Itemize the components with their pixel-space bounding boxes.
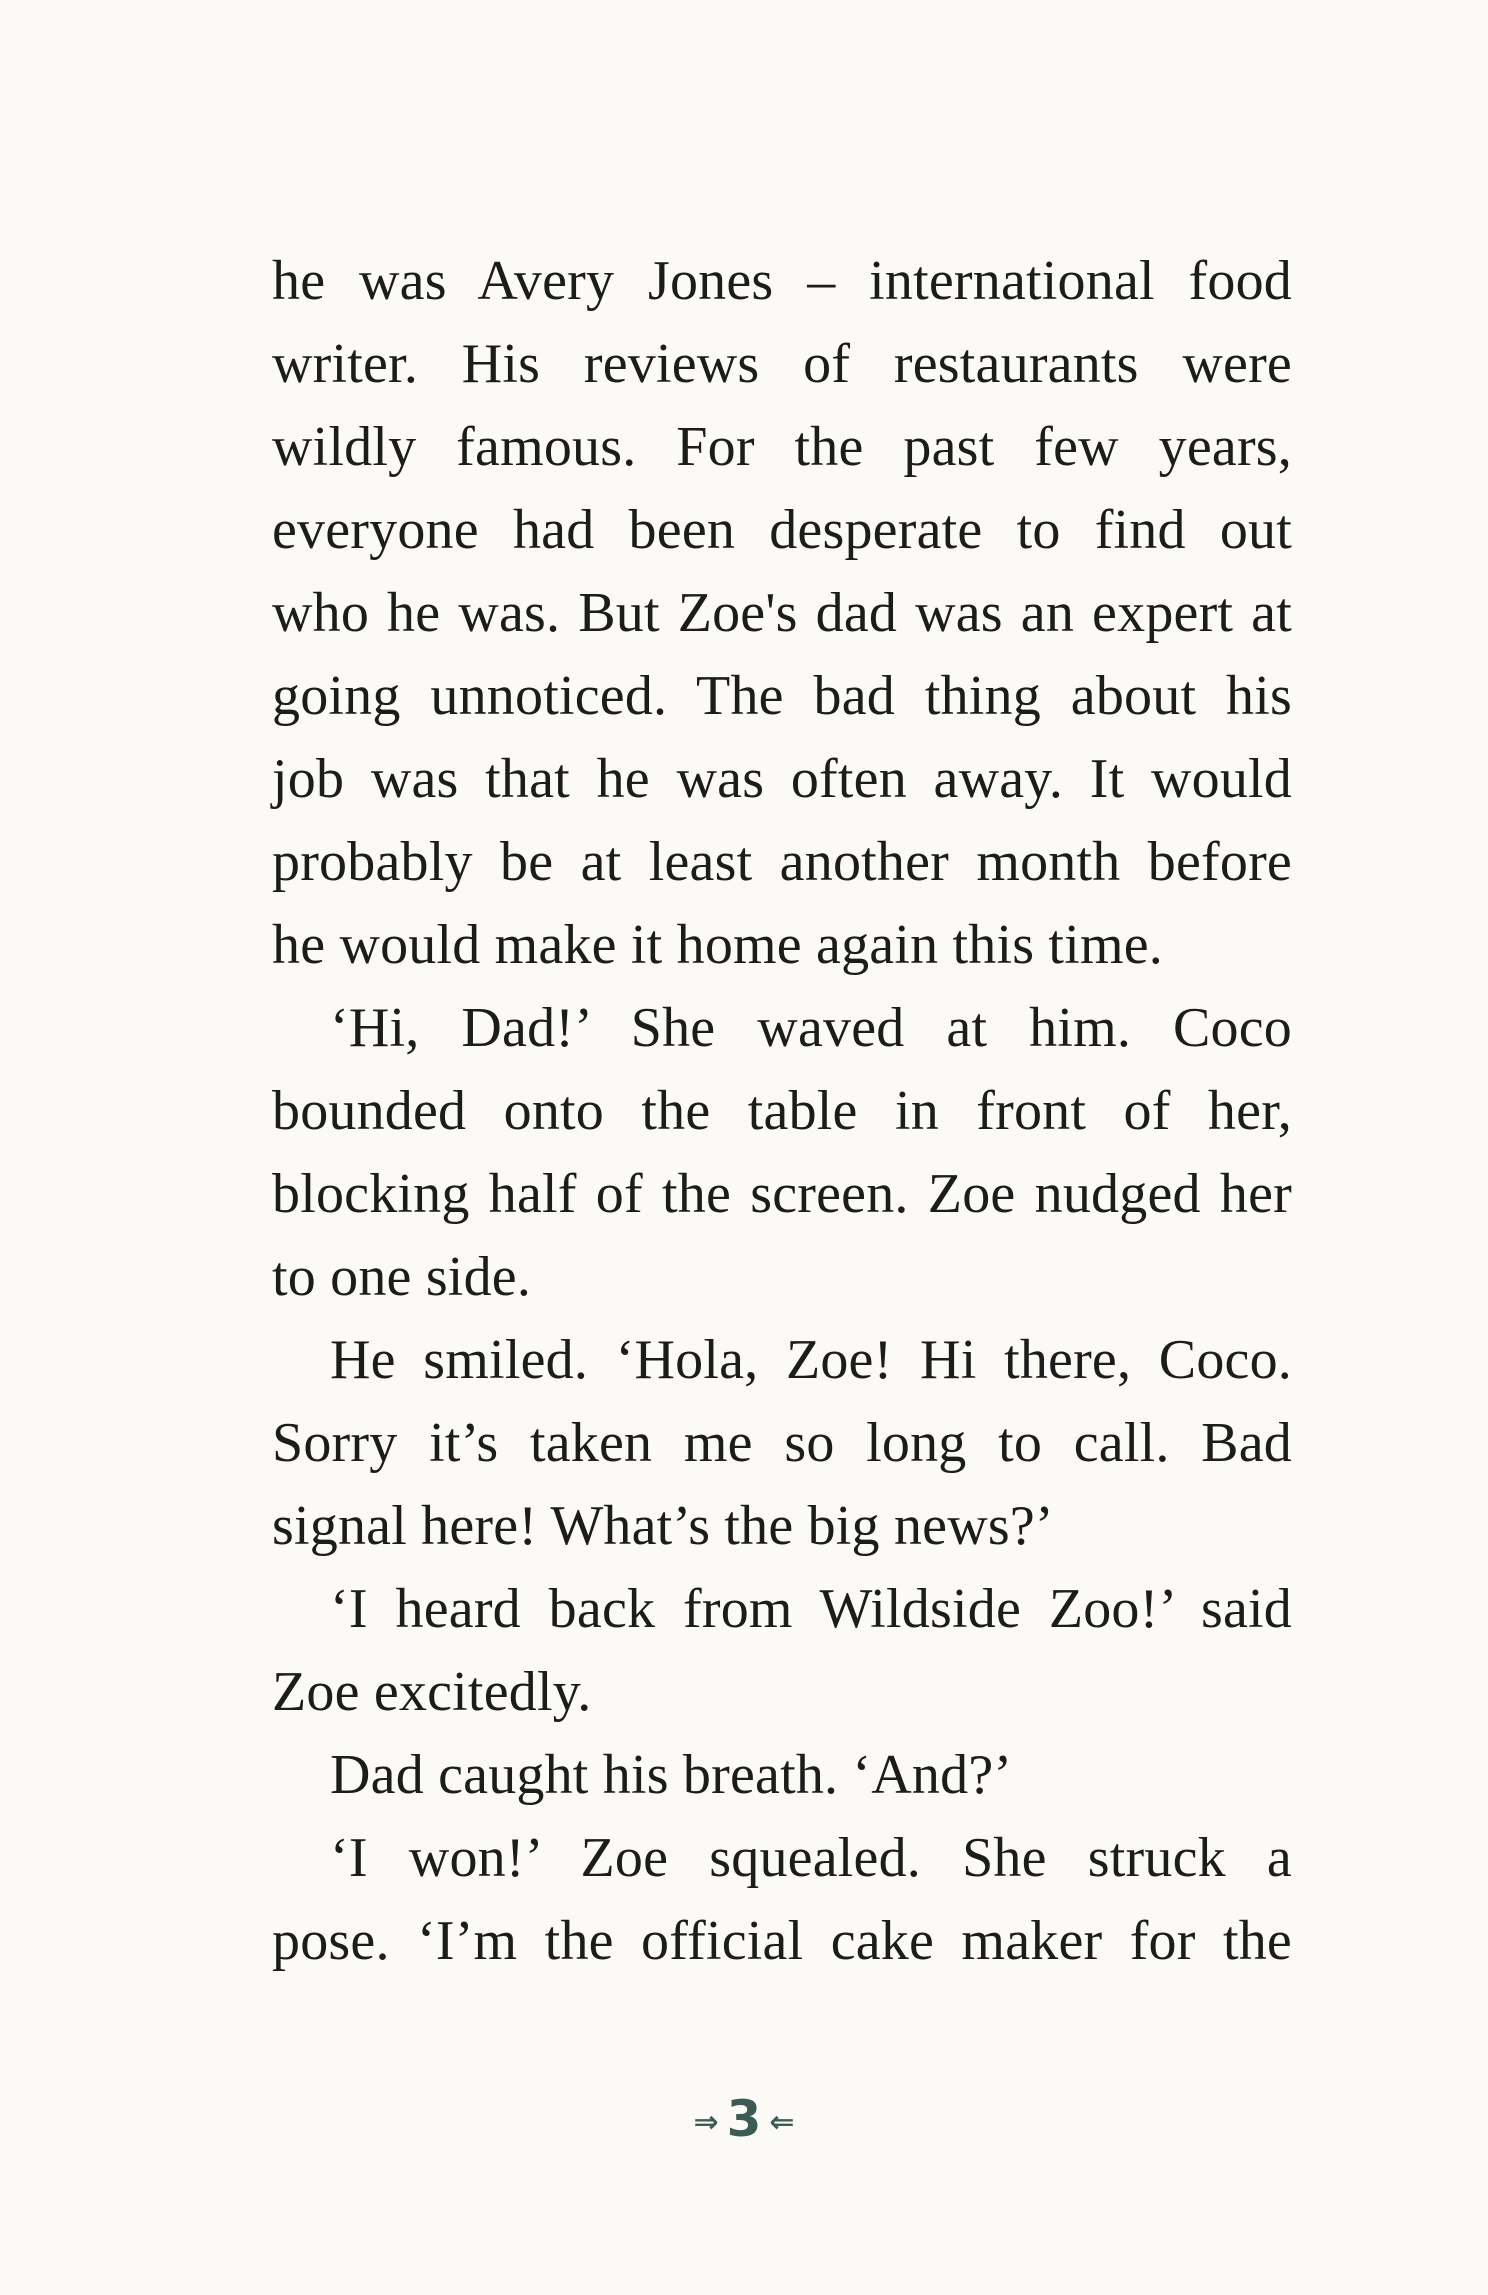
text-line: Sorry it’s taken me so long to call. Bad [272, 1412, 1292, 1474]
page-number [0, 2090, 1488, 2148]
body-text [272, 240, 1292, 1983]
text-line: ‘I heard back from Wildside Zoo!’ said [330, 1578, 1292, 1640]
text-line: writer. His reviews of restaurants were [272, 333, 1292, 395]
text-line: ‘Hi, Dad!’ She waved at him. Coco [330, 997, 1292, 1059]
text-line: bounded onto the table in front of her, [272, 1080, 1292, 1142]
right-ornament-icon: ⇐ [769, 2105, 795, 2140]
text-line: Zoe excitedly. [272, 1661, 592, 1723]
text-line: job was that he was often away. It would [272, 748, 1292, 810]
left-ornament-icon: ⇒ [693, 2105, 719, 2140]
text-line: he would make it home again this time. [272, 914, 1163, 976]
text-line: wildly famous. For the past few years, [272, 416, 1292, 478]
text-line: to one side. [272, 1246, 532, 1308]
text-line: he was Avery Jones – international food [272, 250, 1292, 312]
text-line: blocking half of the screen. Zoe nudged her [272, 1163, 1292, 1225]
text-line: ‘I won!’ Zoe squealed. She struck a [330, 1827, 1292, 1889]
text-line: probably be at least another month before [272, 831, 1292, 893]
text-line: going unnoticed. The bad thing about his [272, 665, 1292, 727]
text-line: everyone had been desperate to find out [272, 499, 1292, 561]
text-line: who he was. But Zoe's dad was an expert at [272, 582, 1292, 644]
page-number-value: 3 [726, 2090, 762, 2148]
text-line: signal here! What’s the big news?’ [272, 1495, 1054, 1557]
text-line: pose. ‘I’m the official cake maker for the [272, 1910, 1292, 1972]
text-line: Dad caught his breath. ‘And?’ [330, 1744, 1013, 1806]
text-line: He smiled. ‘Hola, Zoe! Hi there, Coco. [330, 1329, 1292, 1391]
